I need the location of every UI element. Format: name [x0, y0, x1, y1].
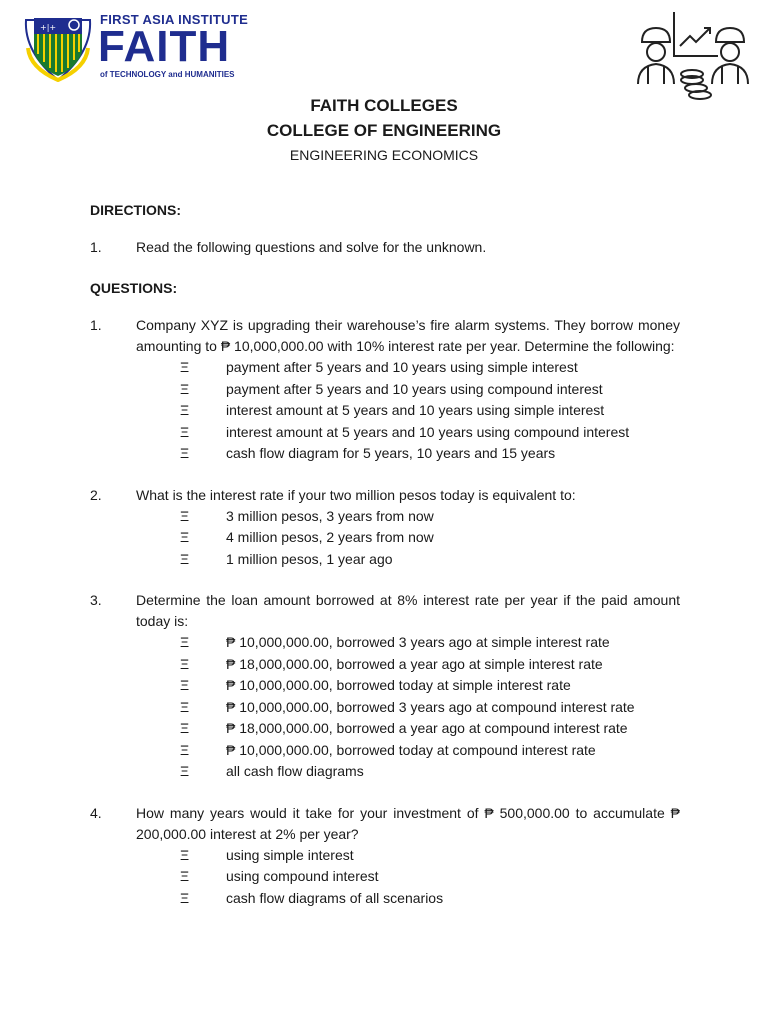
subitem-text: ₱ 10,000,000.00, borrowed 3 years ago at compound interest rate — [226, 698, 635, 715]
questions-heading: QUESTIONS: — [90, 280, 178, 296]
title-line-2: COLLEGE OF ENGINEERING — [266, 121, 502, 140]
question-subitem — [90, 888, 680, 910]
logo-big-text: FAITH — [98, 22, 231, 71]
question-subitem — [90, 654, 680, 676]
subitem-text: cash flow diagrams of all scenarios — [226, 889, 444, 906]
bullet-icon: Ξ — [180, 380, 190, 397]
faith-logo — [22, 10, 262, 82]
directions-heading: DIRECTIONS: — [90, 202, 181, 218]
question-subitem — [90, 357, 680, 379]
direction-number: 1. — [90, 239, 102, 255]
subitem-text: 3 million pesos, 3 years from now — [226, 507, 434, 524]
title-line-1: FAITH COLLEGES — [310, 96, 458, 115]
bullet-icon: Ξ — [180, 423, 190, 440]
bullet-icon: Ξ — [180, 655, 190, 672]
subitem-text: interest amount at 5 years and 10 years using simple interest — [226, 402, 605, 418]
question-subitem — [90, 632, 680, 654]
question-subitem — [90, 866, 680, 888]
questions-list — [90, 315, 680, 909]
bullet-icon: Ξ — [180, 529, 190, 545]
subitem-text: payment after 5 years and 10 years using compound interest — [226, 380, 603, 397]
logo-top-text: FIRST ASIA INSTITUTE — [100, 12, 249, 27]
subitem-text: ₱ 10,000,000.00, borrowed 3 years ago at simple interest rate — [226, 634, 610, 650]
question-number: 4. — [90, 804, 102, 821]
subitem-text: using compound interest — [226, 868, 379, 884]
bullet-icon: Ξ — [180, 846, 190, 863]
bullet-icon: Ξ — [180, 359, 190, 375]
question-number: 2. — [90, 486, 102, 503]
question-subitem — [90, 400, 680, 422]
question-subitem — [90, 506, 680, 528]
bullet-icon: Ξ — [180, 889, 190, 906]
faith-shield-icon — [22, 12, 94, 82]
bullet-icon: Ξ — [180, 698, 190, 715]
question-item — [90, 315, 680, 357]
document-titles — [0, 94, 768, 166]
bullet-icon: Ξ — [180, 402, 190, 418]
question-subitem — [90, 845, 680, 867]
subitem-text: ₱ 18,000,000.00, borrowed a year ago at compound interest rate — [226, 720, 628, 736]
subitem-text: all cash flow diagrams — [226, 763, 364, 779]
direction-text: Read the following questions and solve for the unknown. — [136, 239, 487, 255]
subitem-text: interest amount at 5 years and 10 years using compound interest — [226, 423, 630, 440]
bullet-icon: Ξ — [180, 720, 190, 736]
engineers-chart-coins-icon — [634, 8, 754, 102]
subitem-text: ₱ 10,000,000.00, borrowed today at simple interest rate — [226, 677, 571, 693]
subitem-text: ₱ 18,000,000.00, borrowed a year ago at simple interest rate — [226, 655, 603, 672]
direction-item — [90, 237, 680, 258]
question-subitem — [90, 740, 680, 762]
bullet-icon: Ξ — [180, 550, 190, 567]
subitem-text: cash flow diagram for 5 years, 10 years and 15 years — [226, 445, 556, 461]
question-item — [90, 803, 680, 845]
question-subitem — [90, 549, 680, 571]
bullet-icon: Ξ — [180, 763, 190, 779]
page-header — [0, 0, 768, 100]
bullet-icon: Ξ — [180, 677, 190, 693]
logo-sub-text: of TECHNOLOGY and HUMANITIES — [100, 70, 235, 79]
question-number: 1. — [90, 317, 102, 333]
bullet-icon: Ξ — [180, 868, 190, 884]
question-item — [90, 590, 680, 632]
bullet-icon: Ξ — [180, 741, 190, 758]
question-item — [90, 485, 680, 506]
title-line-3: ENGINEERING ECONOMICS — [289, 147, 479, 163]
bullet-icon: Ξ — [180, 445, 190, 461]
document-body — [90, 200, 680, 909]
subitem-text: payment after 5 years and 10 years using simple interest — [226, 359, 578, 375]
bullet-icon: Ξ — [180, 634, 190, 650]
question-text: How many years would it take for your investment of ₱ 500,000.00 to accumulate ₱ 200,000.00 interest at 2% per year? — [136, 804, 680, 842]
question-subitem — [90, 675, 680, 697]
question-subitem — [90, 443, 680, 465]
question-text: Company XYZ is upgrading their warehouse’s fire alarm systems. They borrow money amounting to ₱ 10,000,000.00 with 10% interest rate per year. Determine the following: — [136, 317, 680, 354]
question-subitem — [90, 422, 680, 444]
question-text: Determine the loan amount borrowed at 8% interest rate per year if the paid amount today is: — [136, 592, 680, 629]
question-subitem — [90, 527, 680, 549]
svg-text:+|+: +|+ — [40, 23, 57, 32]
question-subitem — [90, 718, 680, 740]
question-subitem — [90, 761, 680, 783]
question-subitem — [90, 379, 680, 401]
bullet-icon: Ξ — [180, 507, 190, 524]
subitem-text: 4 million pesos, 2 years from now — [226, 529, 434, 545]
question-subitem — [90, 697, 680, 719]
subitem-text: 1 million pesos, 1 year ago — [226, 550, 393, 567]
question-number: 3. — [90, 592, 102, 608]
subitem-text: ₱ 10,000,000.00, borrowed today at compound interest rate — [226, 741, 596, 758]
question-text: What is the interest rate if your two million pesos today is equivalent to: — [136, 486, 576, 503]
subitem-text: using simple interest — [226, 846, 354, 863]
